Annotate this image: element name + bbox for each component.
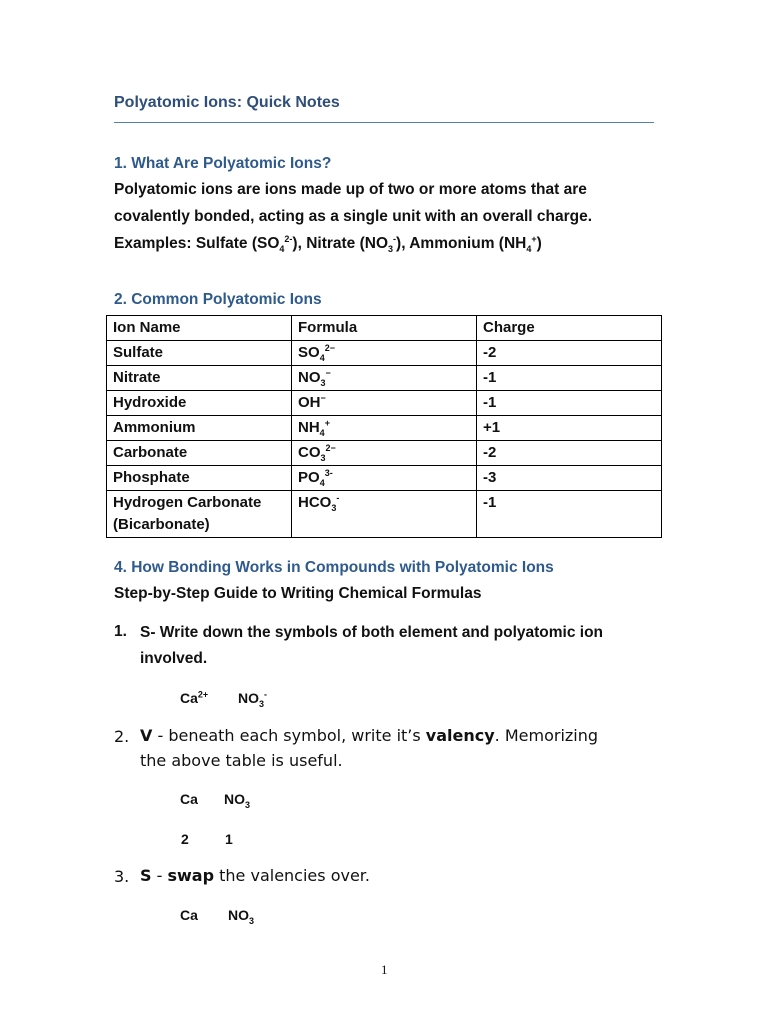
formula-sub: 4 bbox=[319, 478, 325, 488]
ion-name: Nitrate bbox=[107, 366, 292, 391]
step1-line1: S- Write down the symbols of both element and polyatomic ion bbox=[140, 624, 604, 641]
ex2-sub: 3 bbox=[388, 244, 394, 255]
table-row bbox=[107, 441, 662, 466]
formula-base: PO bbox=[298, 469, 320, 486]
ion-name: Ammonium bbox=[107, 416, 292, 441]
step1-number: 1. bbox=[114, 623, 127, 640]
table-row bbox=[107, 416, 662, 441]
table-header-row bbox=[107, 316, 662, 341]
ion-charge: -2 bbox=[477, 341, 662, 366]
ex1-sub: 4 bbox=[279, 244, 285, 255]
step3-bold-s: S bbox=[140, 866, 152, 885]
formula-base: CO bbox=[298, 444, 321, 461]
ion-name: Carbonate bbox=[107, 441, 292, 466]
section4-subheading: Step-by-Step Guide to Writing Chemical Formulas bbox=[114, 585, 482, 602]
step1-line2: involved. bbox=[140, 650, 208, 667]
title-divider bbox=[114, 122, 654, 123]
ex-sep2: ), Ammonium (NH bbox=[396, 235, 527, 252]
ion-formula bbox=[292, 416, 477, 441]
ion-formula bbox=[292, 441, 477, 466]
step2-bold-v: V bbox=[140, 726, 153, 745]
symbol-text: NO bbox=[228, 907, 249, 923]
ion-name: Sulfate bbox=[107, 341, 292, 366]
step2-text2: . Memorizing bbox=[494, 726, 599, 745]
header-ion-name: Ion Name bbox=[107, 316, 292, 341]
formula-sup: 2− bbox=[324, 343, 335, 353]
ion-charge: -1 bbox=[477, 491, 662, 538]
ion-name: Hydroxide bbox=[107, 391, 292, 416]
step2-number: 2. bbox=[114, 727, 130, 746]
formula-sup: 2− bbox=[325, 443, 336, 453]
ions-table bbox=[106, 315, 662, 538]
ion-formula bbox=[292, 341, 477, 366]
formula-sup: − bbox=[325, 368, 331, 378]
formula-base: NO bbox=[298, 369, 321, 386]
formula-base: SO bbox=[298, 344, 320, 361]
ion-name: Phosphate bbox=[107, 466, 292, 491]
formula-sub: 4 bbox=[319, 353, 325, 363]
formula-sup: - bbox=[336, 493, 340, 503]
formula-base: NH bbox=[298, 419, 320, 436]
step3-symbol-ca: Ca bbox=[180, 907, 198, 923]
ion-charge: -1 bbox=[477, 366, 662, 391]
ion-formula bbox=[292, 466, 477, 491]
step3-symbol-no3 bbox=[228, 907, 255, 926]
step3-line1 bbox=[140, 863, 370, 889]
formula-sub: 3 bbox=[320, 453, 326, 463]
ion-charge: -1 bbox=[477, 391, 662, 416]
symbol-sub: 3 bbox=[249, 915, 255, 926]
formula-sup: 3- bbox=[324, 468, 333, 478]
section1-line1: Polyatomic ions are ions made up of two or more atoms that are bbox=[114, 181, 587, 198]
formula-base: OH bbox=[298, 394, 321, 411]
step2-bold-valency: valency bbox=[425, 726, 495, 745]
ex3-sub: 4 bbox=[526, 244, 532, 255]
table-row bbox=[107, 341, 662, 366]
step1-symbol-ca bbox=[180, 690, 208, 706]
step1-symbol-no3 bbox=[238, 689, 268, 709]
ion-charge: -2 bbox=[477, 441, 662, 466]
step2-valency-no3: 1 bbox=[225, 831, 233, 847]
step2-text1: - beneath each symbol, write it’s bbox=[152, 726, 426, 745]
step3-number: 3. bbox=[114, 867, 130, 886]
table-row bbox=[107, 491, 662, 538]
formula-sup: − bbox=[320, 393, 326, 403]
ion-formula bbox=[292, 366, 477, 391]
formula-sub: 4 bbox=[319, 428, 325, 438]
header-formula: Formula bbox=[292, 316, 477, 341]
symbol-text: Ca bbox=[180, 690, 198, 706]
symbol-sub: 3 bbox=[259, 698, 265, 709]
ion-charge: -3 bbox=[477, 466, 662, 491]
ex-end: ) bbox=[536, 235, 542, 252]
table-row bbox=[107, 391, 662, 416]
step2-line1 bbox=[140, 723, 598, 749]
formula-sub: 3 bbox=[331, 503, 337, 513]
examples-prefix: Examples: Sulfate (SO bbox=[114, 235, 280, 252]
step3-text2: the valencies over. bbox=[214, 866, 370, 885]
symbol-text: NO bbox=[238, 690, 259, 706]
section1-heading: 1. What Are Polyatomic Ions? bbox=[114, 155, 332, 172]
step3-bold-swap: swap bbox=[167, 866, 215, 885]
step2-valency-ca: 2 bbox=[181, 831, 189, 847]
header-charge: Charge bbox=[477, 316, 662, 341]
table-row bbox=[107, 366, 662, 391]
section1-examples bbox=[114, 231, 542, 257]
step3-text1: - bbox=[151, 866, 168, 885]
ex2-sup: - bbox=[393, 233, 397, 244]
section1-line2: covalently bonded, acting as a single unit with an overall charge. bbox=[114, 208, 593, 225]
step2-line2: the above table is useful. bbox=[140, 751, 343, 770]
formula-sup: + bbox=[324, 418, 330, 428]
section2-heading: 2. Common Polyatomic Ions bbox=[114, 291, 322, 308]
step2-symbol-ca: Ca bbox=[180, 791, 198, 807]
step2-symbol-no3 bbox=[224, 791, 251, 810]
symbol-text: NO bbox=[224, 791, 245, 807]
ion-formula bbox=[292, 391, 477, 416]
section4-heading: 4. How Bonding Works in Compounds with Polyatomic Ions bbox=[114, 559, 554, 576]
formula-sub: 3 bbox=[320, 378, 326, 388]
ex3-sup: + bbox=[531, 233, 537, 244]
ex1-sup: 2- bbox=[284, 233, 293, 244]
page-title: Polyatomic Ions: Quick Notes bbox=[114, 94, 340, 111]
page-number: 1 bbox=[381, 962, 388, 977]
symbol-sup: - bbox=[264, 689, 268, 700]
ion-charge: +1 bbox=[477, 416, 662, 441]
formula-base: HCO bbox=[298, 494, 332, 511]
ion-name: Hydrogen Carbonate (Bicarbonate) bbox=[107, 491, 292, 538]
ex-sep1: ), Nitrate (NO bbox=[292, 235, 389, 252]
symbol-sub: 3 bbox=[245, 799, 251, 810]
table-row bbox=[107, 466, 662, 491]
ion-formula bbox=[292, 491, 477, 538]
symbol-sup: 2+ bbox=[197, 689, 209, 700]
